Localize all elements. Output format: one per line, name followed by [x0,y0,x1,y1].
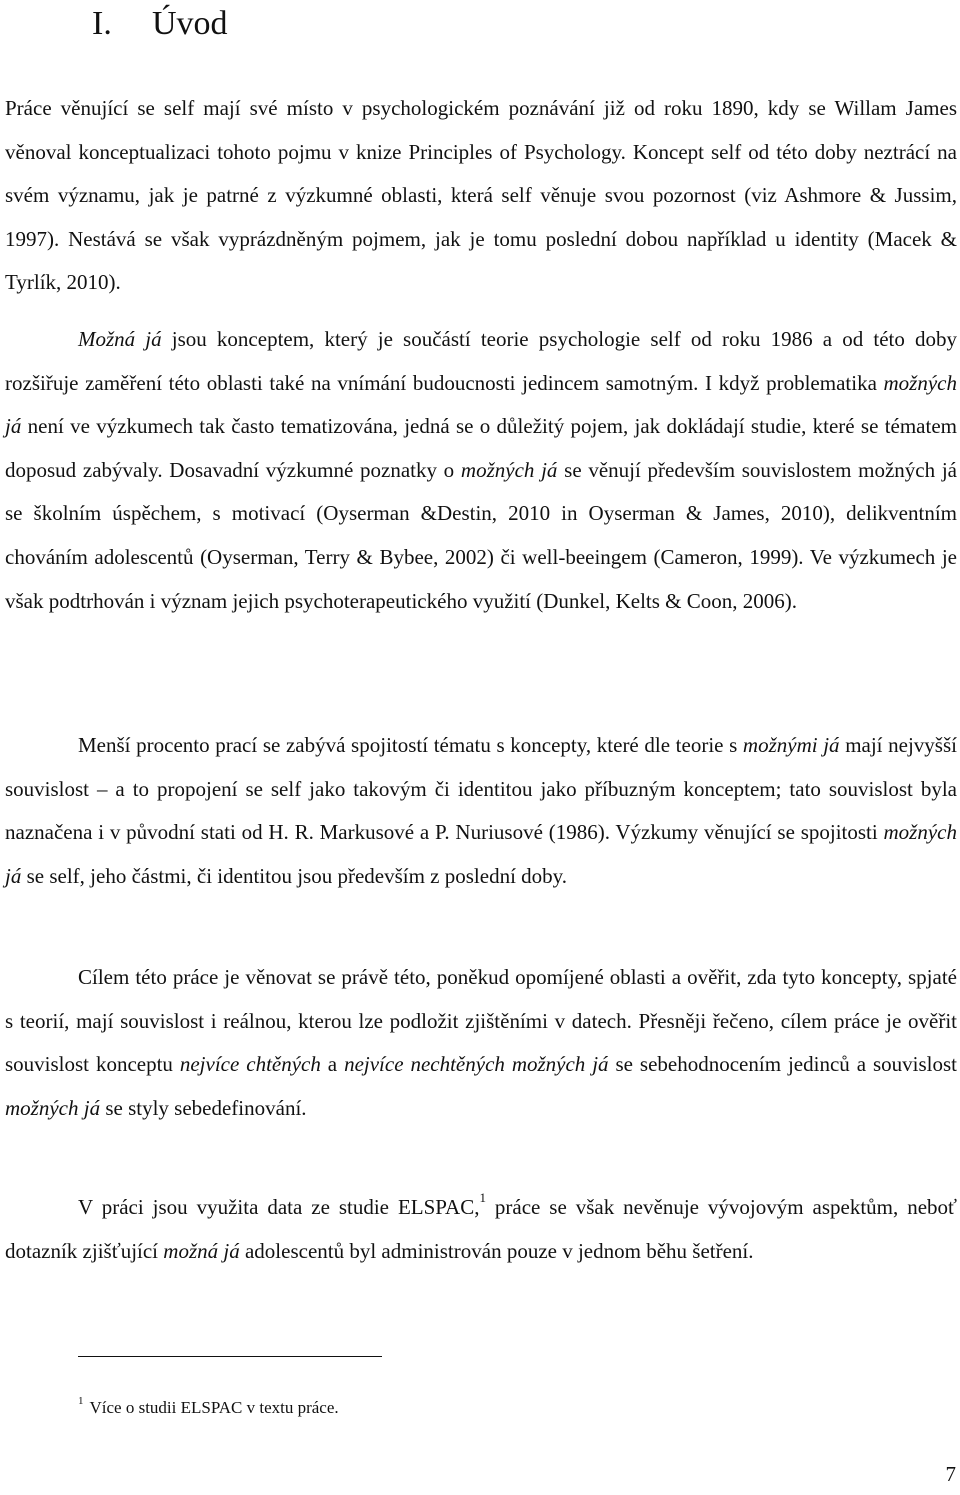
chapter-number: I. [92,5,112,42]
paragraph-1: Práce věnující se self mají své místo v psychologickém poznávání již od roku 1890, kdy se Willam James věnoval konceptualizaci tohoto pojmu v knize Principles of Psychology. Koncept self od této doby neztrácí na svém významu, jak je patrné z výzkumné oblasti, která self věnuje svou pozornost (viz Ashmore & Jussim, 1997). Nestává se však vyprázdněným pojmem, jak je tomu poslední dobou například u identity (Macek & Tyrlík, 2010). [5,96,957,295]
paragraph-text: se věnují především souvislostem možných já se školním úspěchem, s motivací (Oyserman &Destin, 2010 in Oyserman & James, 2010), delikventním chováním adolescentů (Oyserman, Terry & Bybee, 2002) či well-beeingem (Cameron, 1999). Ve výzkumech je však podtrhován i význam jejich psychoterapeutického využití (Dunkel, Kelts & Coon, 2006). [5,457,957,613]
italic-term: nejvíce chtěných [179,1052,321,1077]
paragraph-text: Menší procento prací se zabývá spojitostí tématu s koncepty, které dle teorie s [78,733,743,757]
paragraph-2 [5,318,957,623]
paragraph-text: se styly sebedefinování. [100,1095,307,1120]
paragraph-5 [5,1186,957,1273]
paragraph-text: práce se však nevěnuje vývojovým aspektům, neboť dotazník zjišťující [5,1195,957,1263]
footnote-separator [78,1356,382,1357]
paragraph-text: a [320,1052,345,1077]
paragraph-text: se self, jeho částmi, či identitou jsou především z poslední doby. [21,863,568,888]
italic-term: nejvíce nechtěných možných já [344,1052,609,1077]
italic-term: možných já [5,820,957,888]
paragraph-text: Cílem této práce je věnovat se právě této, poněkud opomíjené oblasti a ověřit, zda tyto koncepty, spjaté s teorií, mají souvislost i reálnou, kterou lze podložit zjištěními v datech. Přesněji řečeno, cílem práce je ověřit souvislost konceptu [5,965,957,1077]
italic-term: Možná já [78,327,162,351]
paragraph-text: mají nejvyšší souvislost – a to propojení se self jako takovým či identitou jako příbuzným konceptem; tato souvislost byla naznačena i v původní stati od H. R. Markusové a P. Nuriusové (1986). Výzkumy věnující se spojitosti [5,733,957,845]
italic-term: možnými já [742,733,840,757]
paragraph-3 [5,724,957,898]
italic-term: možných já [5,1095,101,1120]
paragraph-text: V práci jsou využita data ze studie ELSPAC, [78,1195,480,1219]
italic-term: možných já [460,457,558,482]
paragraph-text: jsou konceptem, který je součástí teorie psychologie self od roku 1986 a od této doby rozšiřuje zaměření této oblasti také na vnímání budoucnosti jedincem samotným. I když problematika [5,327,957,395]
footnote-text: Více o studii ELSPAC v textu práce. [89,1398,339,1417]
paragraph-text: se sebehodnocením jedinců a souvislost [608,1052,957,1077]
page-number: 7 [945,1462,956,1486]
footnote [78,1396,339,1420]
chapter-heading [92,2,228,46]
paragraph-text: adolescentů byl administrován pouze v jednom běhu šetření. [239,1238,754,1263]
footnote-marker: 1 [78,1395,84,1407]
paragraph-text: není ve výzkumech tak často tematizována, jedná se o důležitý pojem, jak dokládají studie, které se tématem doposud zabývaly. Dosavadní výzkumné poznatky o [5,414,957,482]
italic-term: možných já [5,370,957,439]
chapter-title: Úvod [152,5,228,42]
footnote-reference[interactable]: 1 [479,1190,486,1205]
italic-term: možná já [163,1238,240,1263]
paragraph-4 [5,956,957,1130]
